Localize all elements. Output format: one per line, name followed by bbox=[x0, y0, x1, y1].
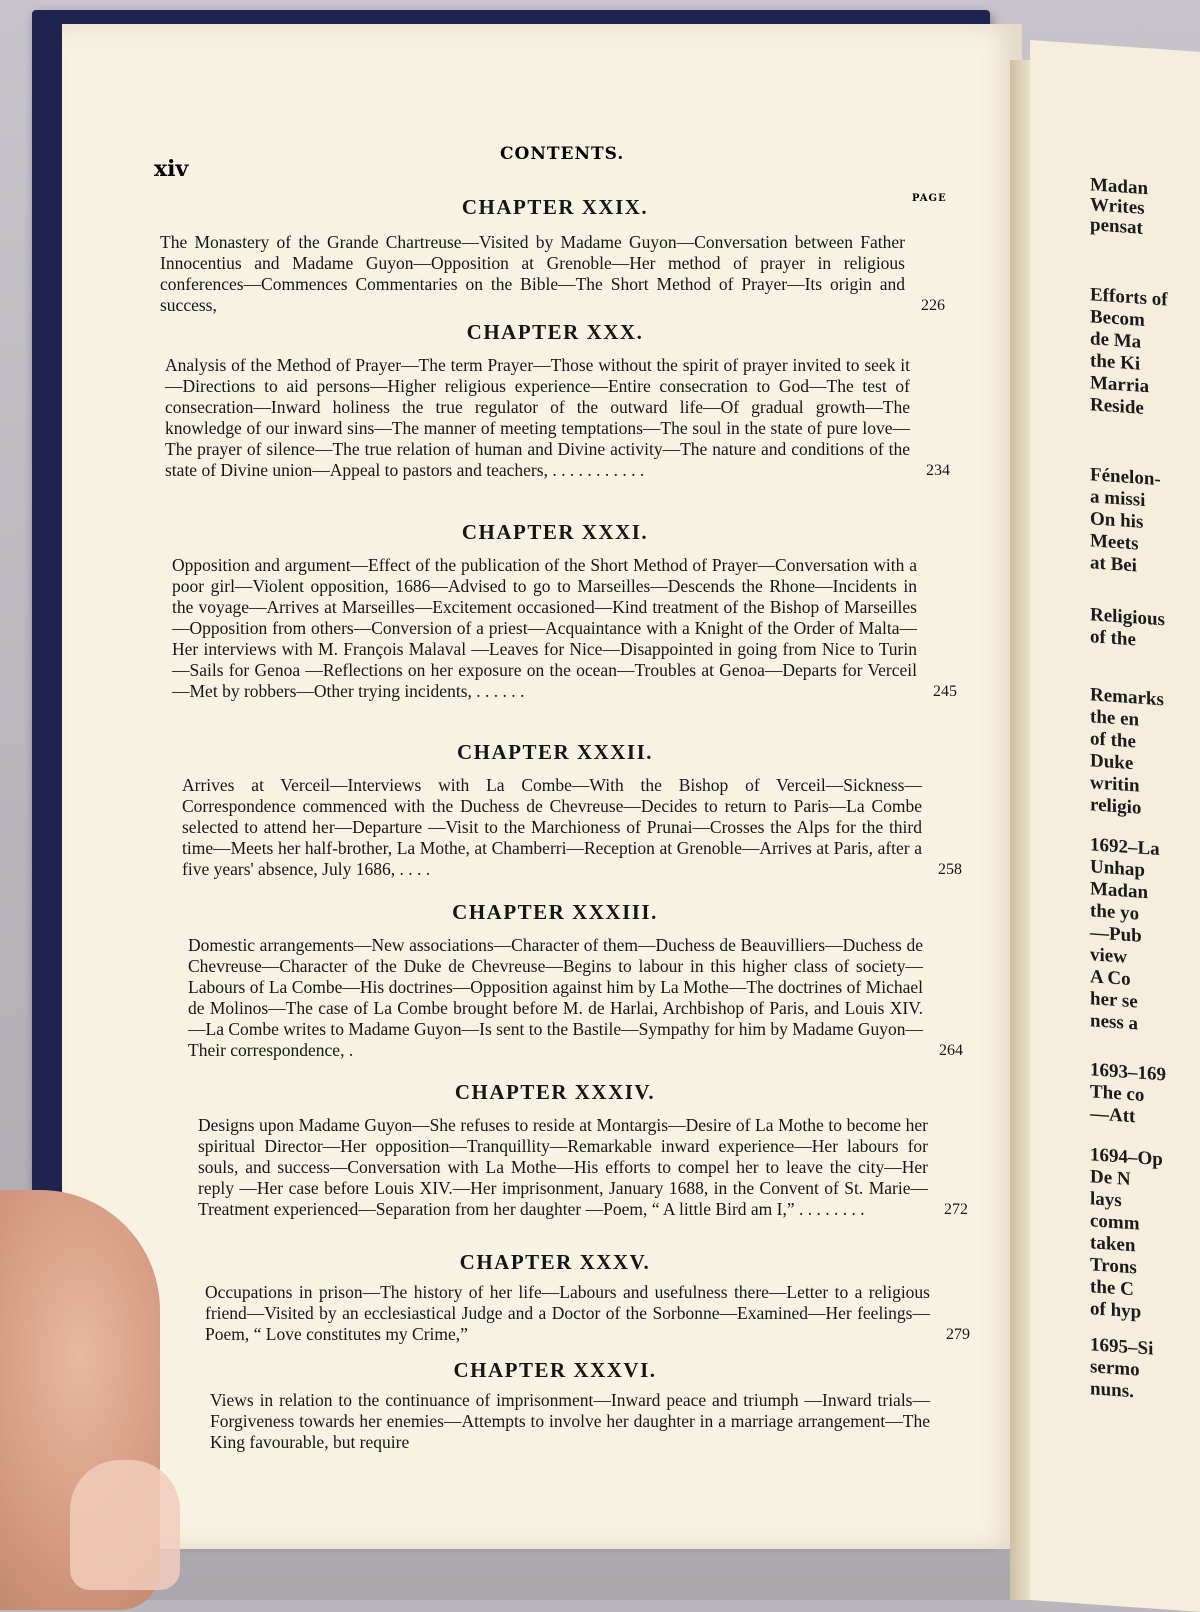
chapter-summary-text: Domestic arrangements—New associations—Character of them—Duchess de Beauvilliers—Duchess de Chevreuse—Character of the Duke de Chevreuse—Begins to labour in this higher class of society—Labours of La Combe—His doctrines—Opposition against him by La Mothe—The doctrines of Michael de Molinos—The case of La Combe brought before M. de Harlai, Archbishop of Paris, and Louis XIV.—La Combe writes to Madame Guyon—Is sent to the Bastile—Sympathy for him by Madame Guyon—Their correspondence, . bbox=[188, 935, 923, 1060]
chapter-heading: CHAPTER XXXII. bbox=[456, 740, 653, 764]
thumb-nail bbox=[70, 1460, 180, 1590]
chapter-summary bbox=[188, 935, 963, 1061]
chapter-summary bbox=[172, 555, 957, 702]
right-page-fragment: a missi bbox=[1090, 486, 1146, 512]
chapter-summary-text: Arrives at Verceil—Interviews with La Combe—With the Bishop of Verceil—Sickness—Correspondence commenced with the Duchess de Chevreuse—Decides to return to Paris—La Combe selected to attend her—Departure —Visit to the Marchioness of Prunai—Crosses the Alps for the third time—Meets her half-brother, La Mothe, at Chamberri—Reception at Grenoble—Arrives at Paris, after a five years' absence, July 1686, . . . . bbox=[182, 775, 922, 879]
right-page-fragment: ness a bbox=[1090, 1010, 1139, 1035]
right-page-fragment: Duke bbox=[1090, 750, 1134, 775]
right-page-fragment: lays bbox=[1090, 1188, 1122, 1212]
chapter-heading: CHAPTER XXX. bbox=[466, 320, 644, 344]
right-page-fragment: of hyp bbox=[1090, 1298, 1142, 1323]
right-page-fragment: writin bbox=[1090, 772, 1140, 797]
right-page-fragment: her se bbox=[1090, 988, 1138, 1013]
chapter-summary-text: Views in relation to the continuance of imprisonment—Inward peace and triumph —Inward trials—Forgiveness towards her enemies—Attempts to involve her daughter in a marriage arrangement—The King favourable, but require bbox=[210, 1390, 930, 1452]
right-page-fragment: Madan bbox=[1090, 878, 1149, 904]
right-page-fragment: nuns. bbox=[1090, 1378, 1134, 1403]
right-page-fragment: Fénelon- bbox=[1090, 464, 1161, 491]
right-page-fragment: Reside bbox=[1090, 394, 1144, 419]
chapter-summary bbox=[198, 1115, 968, 1220]
chapter-summary bbox=[160, 232, 945, 316]
right-page-fragment: of the bbox=[1090, 626, 1136, 651]
right-page-fragment: 1693–169 bbox=[1090, 1059, 1166, 1086]
right-page-fragment: Efforts of bbox=[1090, 284, 1168, 311]
right-page-fragment: taken bbox=[1090, 1232, 1136, 1257]
right-page-fragment: the Ki bbox=[1090, 350, 1141, 375]
right-page-fragment: the en bbox=[1090, 706, 1140, 731]
right-page-fragment: On his bbox=[1090, 508, 1144, 533]
chapter-heading: CHAPTER XXIX. bbox=[461, 195, 649, 219]
chapter-page-number: 264 bbox=[939, 1042, 963, 1059]
right-page-fragment: religio bbox=[1090, 794, 1142, 819]
right-page-fragment: Writes bbox=[1090, 194, 1145, 220]
right-page-fragment: De N bbox=[1090, 1166, 1131, 1191]
right-page-fragment: the C bbox=[1090, 1276, 1134, 1301]
right-page-fragment: A Co bbox=[1090, 966, 1131, 991]
right-page-fragment: the yo bbox=[1090, 900, 1140, 925]
page-number: xiv bbox=[154, 156, 189, 182]
right-page-fragment: —Att bbox=[1090, 1103, 1136, 1128]
chapter-summary bbox=[165, 355, 950, 481]
chapter-summary bbox=[182, 775, 962, 880]
chapter-heading: CHAPTER XXXV. bbox=[459, 1250, 651, 1274]
right-page-fragment: Religious bbox=[1090, 604, 1165, 631]
right-page bbox=[1030, 40, 1200, 1612]
chapter-summary-text: Occupations in prison—The history of her life—Labours and usefulness there—Letter to a religious friend—Visited by an ecclesiastical Judge and a Doctor of the Sorbonne—Examined—Her feelings—Poem, “ Love constitutes my Crime,” bbox=[205, 1282, 930, 1344]
right-page-fragment: Unhap bbox=[1090, 856, 1145, 882]
right-page-fragment: pensat bbox=[1090, 214, 1143, 239]
chapter-page-number: 272 bbox=[944, 1201, 968, 1218]
chapter-page-number: 234 bbox=[926, 462, 950, 479]
right-page-fragment: Remarks bbox=[1090, 684, 1164, 711]
right-page-fragment: Becom bbox=[1090, 306, 1145, 332]
chapter-summary-text: Designs upon Madame Guyon—She refuses to reside at Montargis—Desire of La Mothe to become her spiritual Director—Her opposition—Tranquillity—Remarkable inward experience—Her labours for souls, and success—Conversation with La Mothe—His efforts to compel her to leave the city—Her reply —Her case before Louis XIV.—Her imprisonment, January 1688, in the Convent of St. Marie—Treatment experienced—Separation from her daughter —Poem, “ A little Bird am I,” . . . . . . . . bbox=[198, 1115, 928, 1219]
chapter-summary-text: Analysis of the Method of Prayer—The term Prayer—Those without the spirit of prayer invited to seek it—Directions to aid persons—Higher religious experience—Entire consecration to God—The test of consecration—Inward holiness the true regulator of the outward life—Of gradual growth—The knowledge of our inward sins—The manner of meeting temptations—The soul in the state of pure love—The prayer of silence—The true relation of human and Divine activity—The nature and conditions of the state of Divine union—Appeal to pastors and teachers, . . . . . . . . . . . bbox=[165, 355, 910, 480]
chapter-page-number: 226 bbox=[921, 297, 945, 314]
right-page-fragment: Marria bbox=[1090, 372, 1150, 398]
right-page-fragment: 1695–Si bbox=[1090, 1334, 1154, 1360]
chapter-heading: CHAPTER XXXI. bbox=[461, 520, 649, 544]
right-page-fragment: of the bbox=[1090, 728, 1136, 753]
right-page-fragment: at Bei bbox=[1090, 552, 1137, 577]
chapter-page-number: 258 bbox=[938, 861, 962, 878]
right-page-fragment: The co bbox=[1090, 1081, 1145, 1106]
chapter-summary bbox=[210, 1390, 930, 1453]
right-page-fragment: view bbox=[1090, 944, 1127, 968]
right-page-fragment: de Ma bbox=[1090, 328, 1142, 353]
right-page-fragment: Madan bbox=[1090, 174, 1149, 200]
right-page-fragment: 1694–Op bbox=[1090, 1144, 1163, 1171]
page-column-label: PAGE bbox=[912, 193, 947, 204]
chapter-heading: CHAPTER XXXIII. bbox=[452, 900, 658, 924]
chapter-page-number: 245 bbox=[933, 683, 957, 700]
chapter-heading: CHAPTER XXXVI. bbox=[453, 1358, 657, 1382]
right-page-fragment: 1692–La bbox=[1090, 834, 1160, 861]
right-page-fragment: sermo bbox=[1090, 1356, 1140, 1381]
right-page-fragment: Trons bbox=[1090, 1254, 1137, 1279]
chapter-summary bbox=[205, 1282, 970, 1345]
chapter-summary-text: Opposition and argument—Effect of the publication of the Short Method of Prayer—Conversation with a poor girl—Violent opposition, 1686—Advised to go to Marseilles—Descends the Rhone—Incidents in the voyage—Arrives at Marseilles—Excitement occasioned—Kind treatment of the Bishop of Marseilles—Opposition from others—Conversion of a priest—Acquaintance with a Knight of the Order of Malta—Her interviews with M. François Malaval —Leaves for Nice—Disappointed in going from Nice to Turin—Sails for Genoa —Reflections on her exposure on the ocean—Troubles at Genoa—Departs for Verceil—Met by robbers—Other trying incidents, . . . . . . bbox=[172, 555, 917, 701]
chapter-heading: CHAPTER XXXIV. bbox=[454, 1080, 656, 1104]
chapter-summary-text: The Monastery of the Grande Chartreuse—Visited by Madame Guyon—Conversation between Father Innocentius and Madame Guyon—Opposition at Grenoble—Her method of prayer in religious conferences—Commences Commentaries on the Bible—The Short Method of Prayer—Its origin and success, bbox=[160, 232, 905, 315]
running-head: CONTENTS. bbox=[500, 144, 625, 164]
right-page-fragment: Meets bbox=[1090, 530, 1139, 555]
right-page-fragment: —Pub bbox=[1090, 922, 1142, 947]
chapter-page-number: 279 bbox=[946, 1326, 970, 1343]
right-page-fragment: comm bbox=[1090, 1210, 1140, 1235]
